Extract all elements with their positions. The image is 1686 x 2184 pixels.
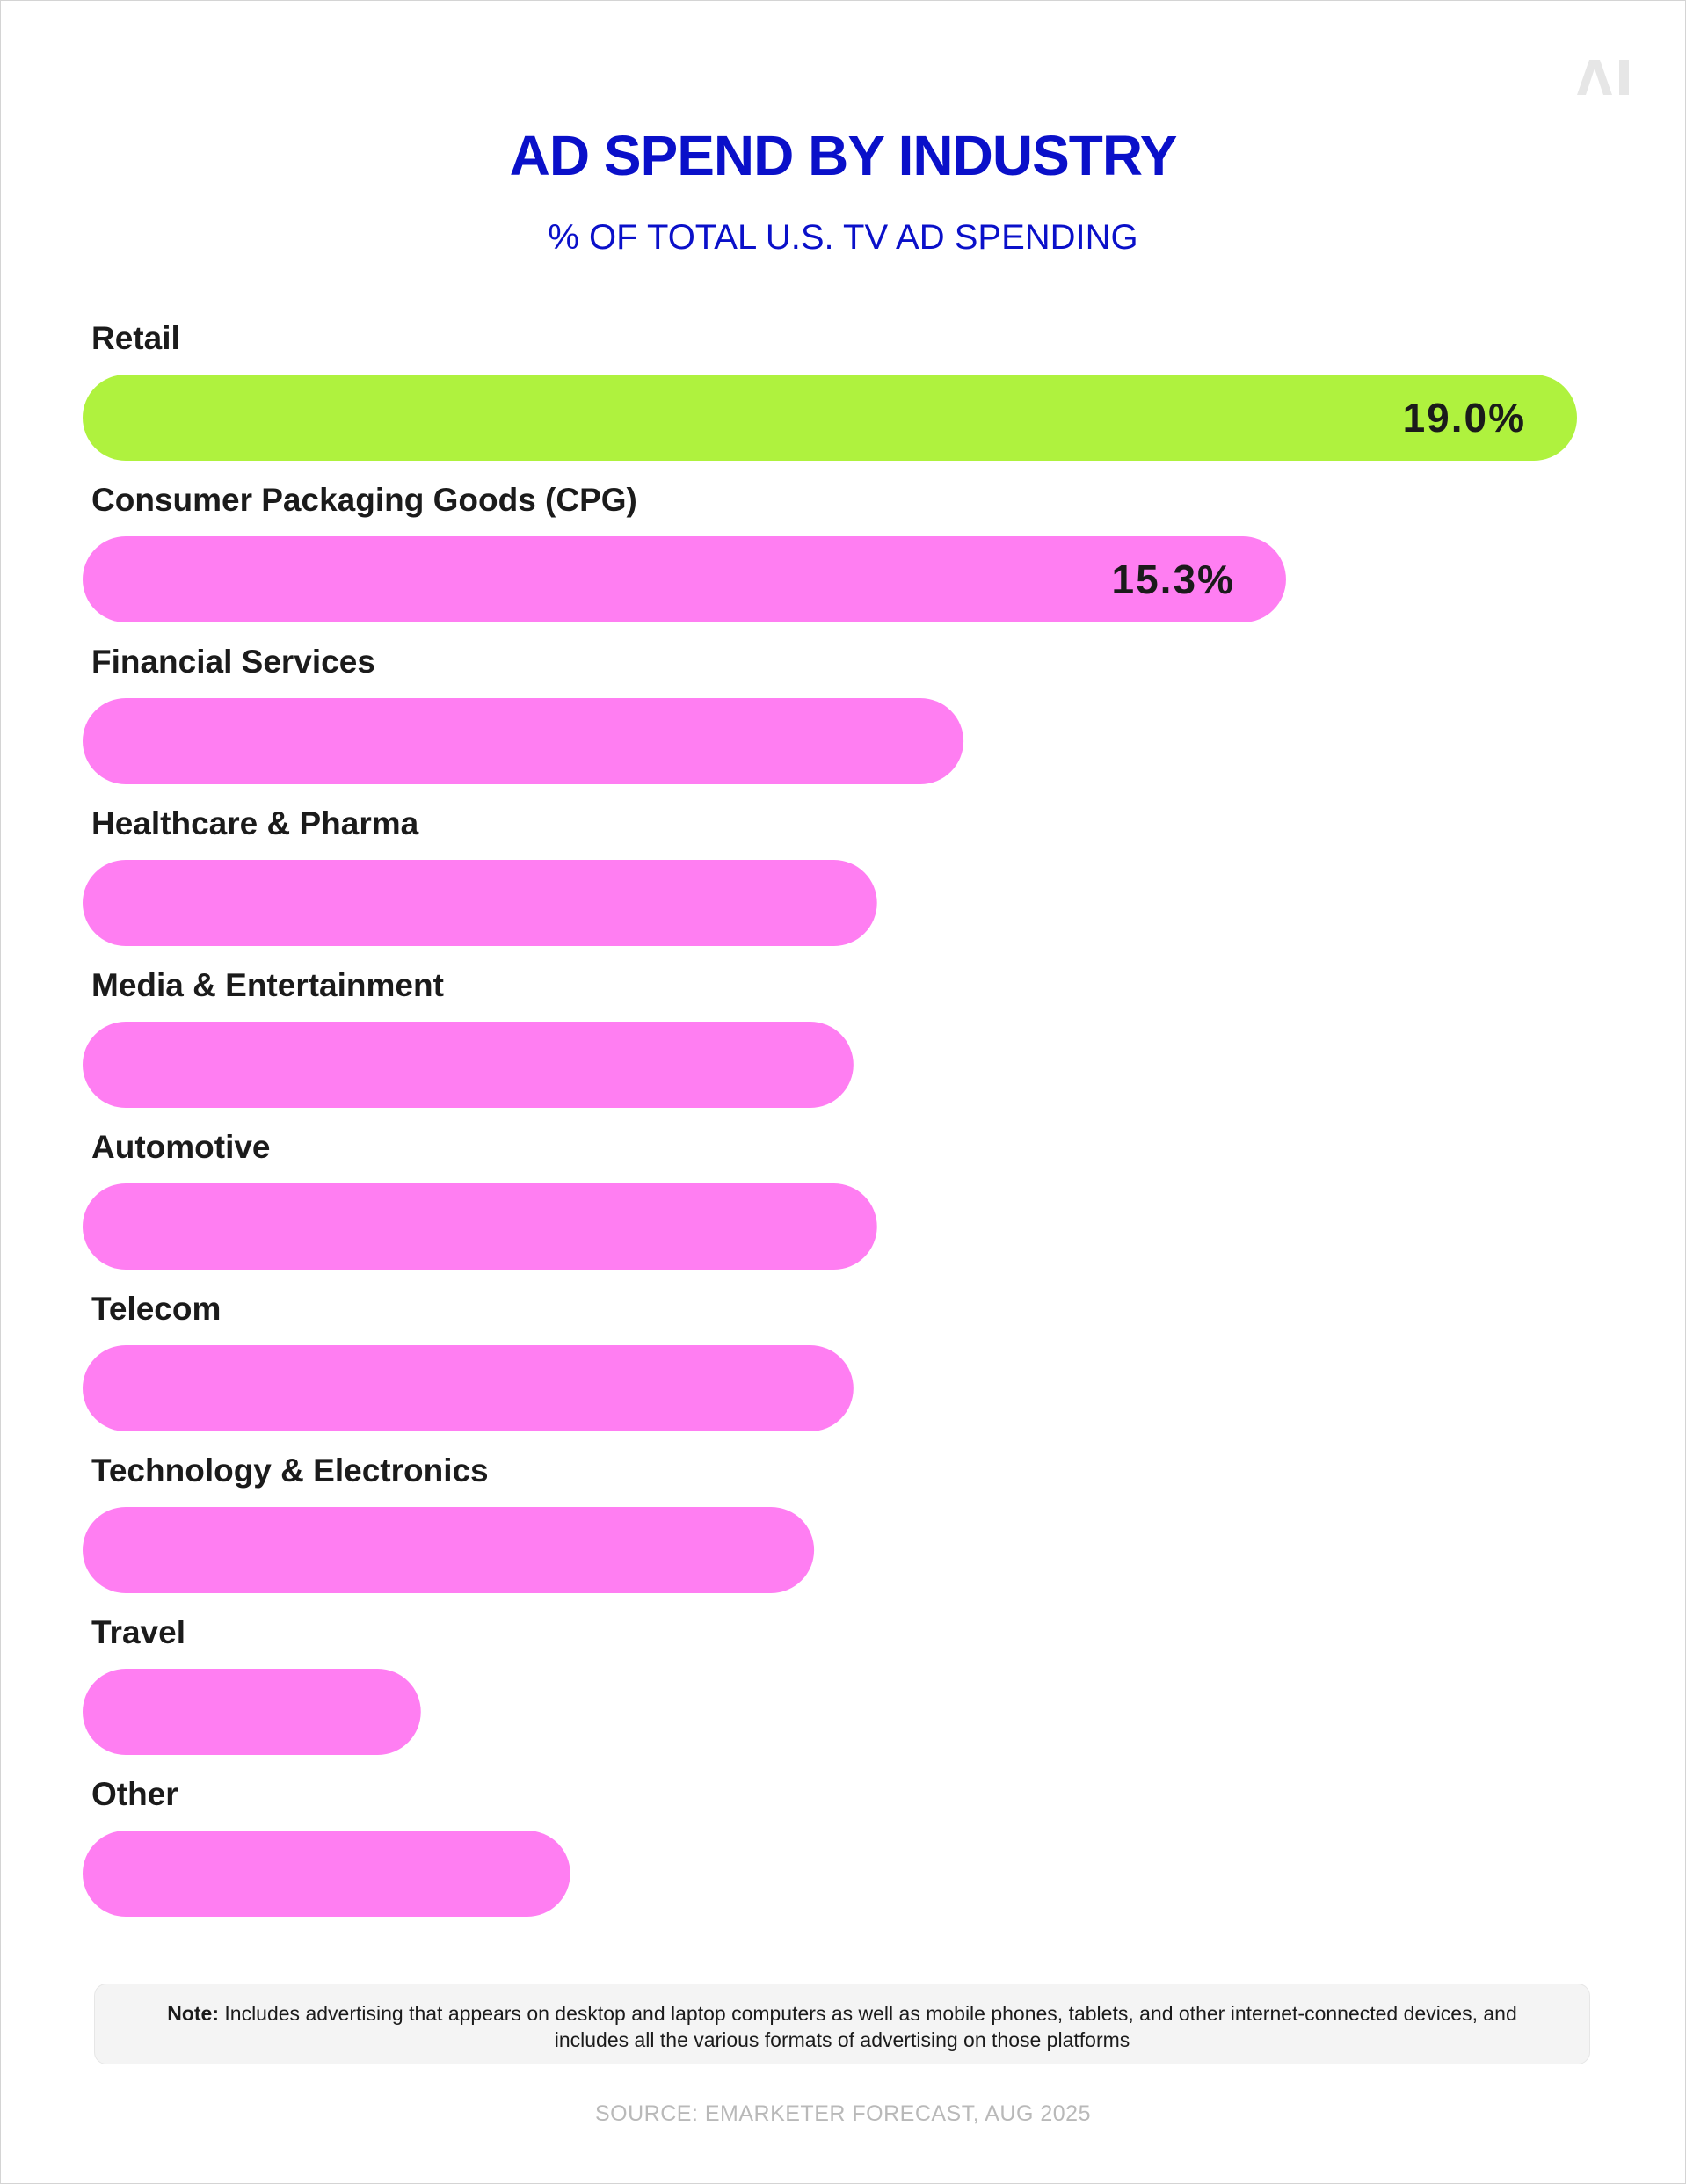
- bar-value-label: 19.0%: [1402, 395, 1526, 440]
- note-text: Includes advertising that appears on desktop and laptop computers as well as mobile phones, tablets, and other internet-connected devices, and includes all the various formats of advertising on those platforms: [224, 2002, 1517, 2051]
- category-label: Financial Services: [91, 644, 375, 680]
- bar: [83, 860, 877, 946]
- bar: [83, 698, 963, 784]
- note-box: [94, 1984, 1590, 2064]
- note-label: Note:: [167, 2002, 219, 2025]
- bar: [83, 1022, 854, 1108]
- bar: [83, 375, 1577, 461]
- category-label: Automotive: [91, 1129, 271, 1165]
- chart-subtitle: % OF TOTAL U.S. TV AD SPENDING: [548, 218, 1138, 257]
- bar-value-label: 15.3%: [1111, 557, 1235, 602]
- bar: [83, 1507, 814, 1593]
- category-label: Technology & Electronics: [91, 1452, 489, 1489]
- bar: [83, 1183, 877, 1270]
- bar: [83, 1669, 421, 1755]
- chart-title: AD SPEND BY INDUSTRY: [509, 124, 1177, 187]
- category-label: Media & Entertainment: [91, 967, 444, 1003]
- bar: [83, 1831, 570, 1917]
- source-text: SOURCE: EMARKETER FORECAST, AUG 2025: [595, 2101, 1091, 2126]
- category-label: Consumer Packaging Goods (CPG): [91, 482, 637, 518]
- category-label: Other: [91, 1776, 178, 1812]
- bar: [83, 536, 1286, 622]
- category-label: Telecom: [91, 1291, 222, 1327]
- bar: [83, 1345, 854, 1431]
- category-label: Retail: [91, 320, 180, 356]
- category-label: Travel: [91, 1614, 185, 1650]
- category-label: Healthcare & Pharma: [91, 805, 419, 841]
